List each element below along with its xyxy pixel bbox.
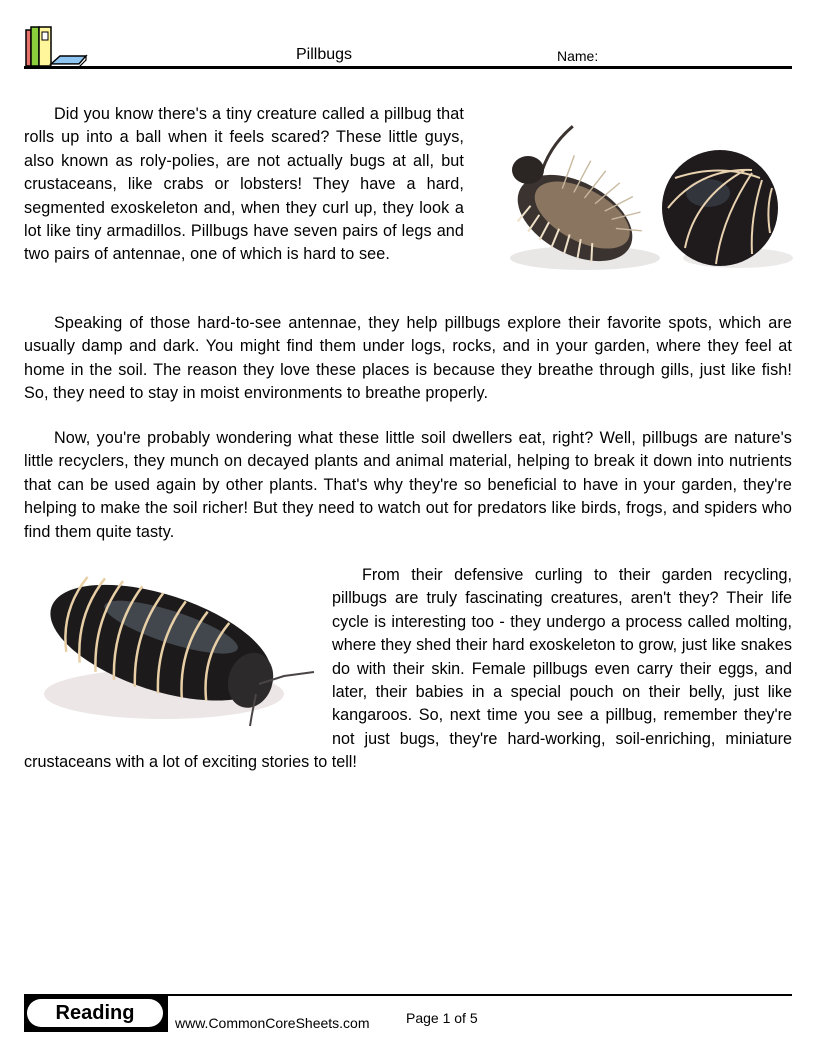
page-number: Page 1 of 5 — [406, 1010, 478, 1026]
pillbug-underside-and-rolled-photo — [490, 108, 800, 288]
site-url: www.CommonCoreSheets.com — [175, 1015, 370, 1031]
paragraph-1 — [24, 103, 464, 267]
paragraph-3 — [24, 427, 792, 544]
books-icon — [24, 24, 102, 68]
paragraph-3-text: Now, you're probably wondering what these little soil dwellers eat, right? Well, pillbugs are nature's little recyclers, they munch on decayed plants and animal material, helping to break it down into nutrients that can be used again by other plants. That's why they're so beneficial to have in your garden, they're helping to make the soil richer! But they need to watch out for predators like birds, frogs, and spiders who find them quite tasty. — [24, 429, 792, 541]
name-label: Name: — [557, 48, 599, 64]
paragraph-4-block — [24, 564, 792, 775]
worksheet-title: Pillbugs — [296, 46, 353, 63]
pillbug-side-photo — [24, 564, 324, 749]
paragraph-1-text: Did you know there's a tiny creature called a pillbug that rolls up into a ball when it feels scared? These little guys, also known as roly-polies, are not actually bugs at all, but crustaceans, like crabs or lobsters! They have a hard, segmented exoskeleton and, when they curl up, they look a lot like tiny armadillos. Pillbugs have seven pairs of legs and two pairs of antennae, one of which is hard to see. — [24, 105, 464, 264]
paragraph-4-text: From their defensive curling to their garden recycling, pillbugs are truly fascinating creatures, aren't they? Their life cycle is interesting too - they undergo a process called molting, where they shed their hard exoskeleton to grow, just like snakes do with their skin. Female pillbugs even carry their eggs, and later, their babies in a special pouch on their belly, just like kangaroos. So, next time you see a pillbug, remember they're not just bugs, they're hard-working, soil-enriching, miniature crustaceans with a lot of exciting stories to tell! — [24, 566, 792, 772]
worksheet-header — [24, 24, 792, 70]
subject-badge — [24, 996, 168, 1032]
paragraph-2 — [24, 312, 792, 406]
paragraph-2-text: Speaking of those hard-to-see antennae, they help pillbugs explore their favorite spots, which are usually damp and dark. You might find them under logs, rocks, and in your garden, where they feel at home in the soil. The reason they love these places is because they breathe through gills, just like fish! So, they need to stay in moist environments to breathe properly. — [24, 314, 792, 403]
subject-badge-label: Reading — [27, 999, 163, 1027]
header-divider — [24, 66, 792, 69]
